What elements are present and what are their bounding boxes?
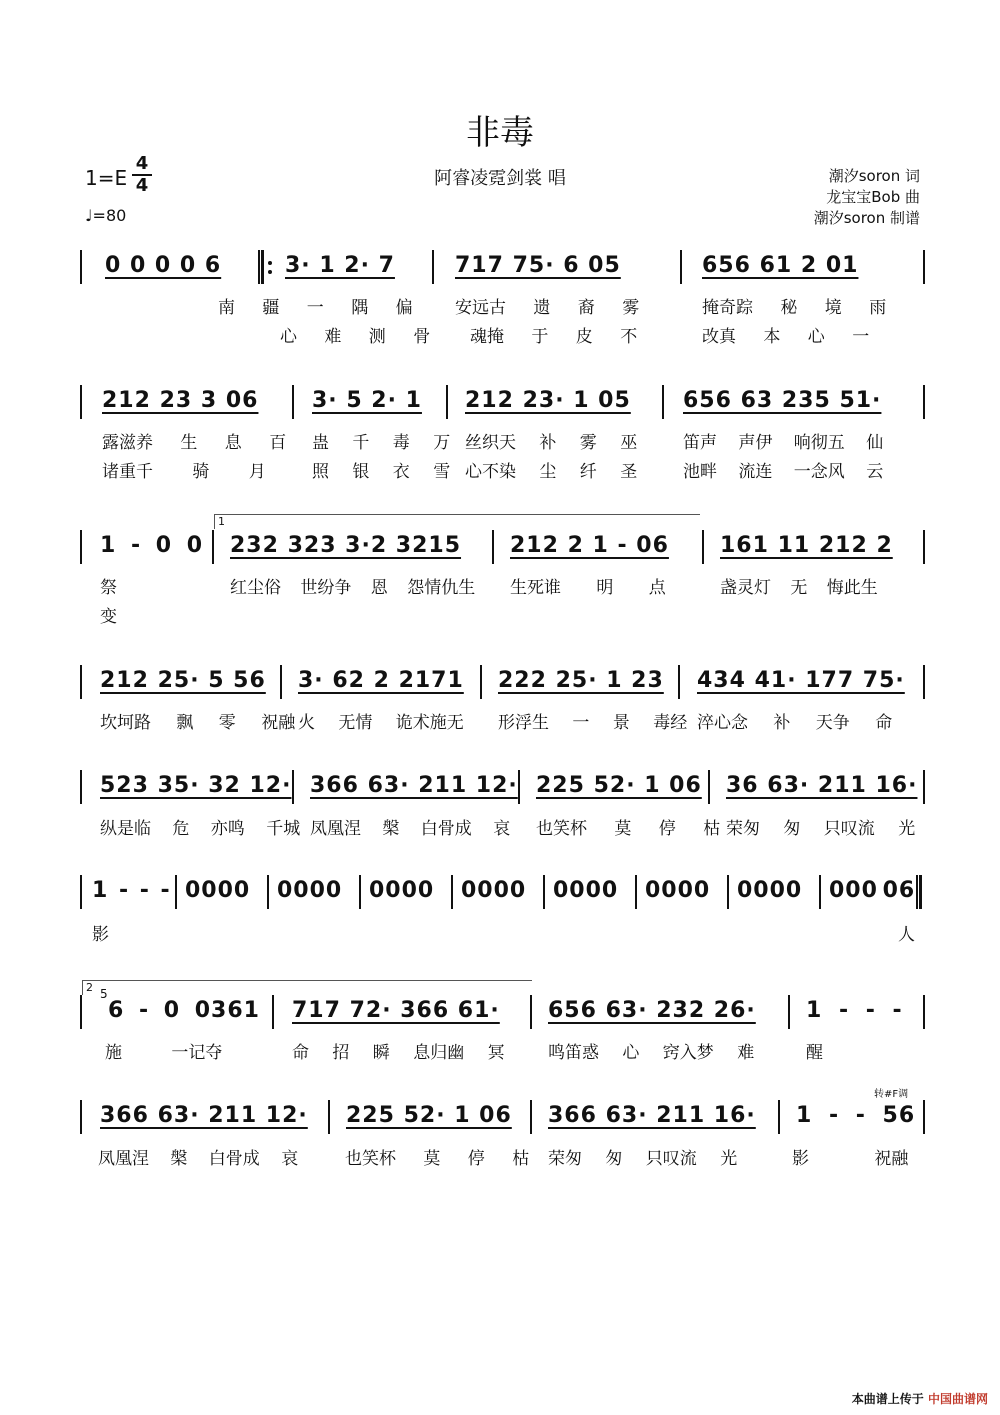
barline <box>292 770 294 804</box>
modulation-marking: 转#F调 <box>874 1089 909 1100</box>
lyric: 醒 <box>806 1043 823 1063</box>
page-title: 非毒 <box>466 113 534 153</box>
lyric: 人 <box>898 925 915 945</box>
barline <box>635 875 637 909</box>
lyrics-line <box>80 814 925 838</box>
measure: 1 - - - <box>806 998 903 1023</box>
lyric: 祭 <box>100 578 117 598</box>
measure: 161 11 212 2 <box>720 533 893 558</box>
lyric: 鸣笛惑 心 窍入梦 难 <box>548 1043 755 1063</box>
measure: 36 63· 211 16· <box>726 773 918 798</box>
barline <box>80 1100 82 1134</box>
staff-system-8 <box>80 1100 925 1134</box>
measure: 225 52· 1 06 <box>536 773 702 798</box>
barline <box>923 995 925 1029</box>
barline <box>80 530 82 564</box>
barline <box>518 770 520 804</box>
lyrics-line-2 <box>80 322 925 346</box>
barline <box>446 385 448 419</box>
lyric: 魂掩 于 皮 不 <box>470 327 638 347</box>
measure: 0000 <box>369 878 435 903</box>
measure: 232 323 3·2 3215 <box>230 533 462 558</box>
lyric: 变 <box>100 607 117 627</box>
barline <box>267 875 269 909</box>
barline <box>923 1100 925 1134</box>
barline <box>708 770 710 804</box>
measure: 0000 <box>185 878 251 903</box>
measure: 212 23· 1 05 <box>465 388 631 413</box>
staff-system-7 <box>80 987 925 1029</box>
arranger-credit: 潮汐soron 制谱 <box>813 209 920 227</box>
lyric: 南 疆 一 隅 偏 <box>218 298 413 318</box>
barline <box>80 770 82 804</box>
lyrics-line-2 <box>80 602 925 626</box>
staff-system-1 <box>80 250 925 284</box>
measure: 0000 <box>645 878 711 903</box>
barline <box>280 665 282 699</box>
barline <box>272 995 274 1029</box>
barline <box>819 875 821 909</box>
measure: 1 - - 56 <box>796 1103 916 1128</box>
footer-prefix: 本曲谱上传于 <box>851 1392 924 1406</box>
lyric: 荣匆 匆 只叹流 光 <box>548 1149 738 1169</box>
barline <box>480 665 482 699</box>
tempo-marking: ♩=80 <box>85 206 127 225</box>
measure: 717 72· 366 61· <box>292 998 500 1023</box>
barline <box>662 385 664 419</box>
lyric: 丝织天 补 雾 巫 <box>465 433 638 453</box>
measure: 3· 62 2 2171 <box>298 668 464 693</box>
lyrics-line <box>80 573 925 597</box>
measure: 0000 <box>461 878 527 903</box>
barline <box>778 1100 780 1134</box>
repeat-start-barline <box>258 250 266 284</box>
measure: 656 61 2 01 <box>702 253 859 278</box>
barline <box>923 665 925 699</box>
measure: 212 25· 5 56 <box>100 668 266 693</box>
lyric: 笛声 声伊 响彻五 仙 <box>683 433 884 453</box>
time-signature-bottom: 4 <box>135 175 149 196</box>
lyric: 凤凰涅 槃 白骨成 哀 <box>310 819 511 839</box>
measure: 523 35· 32 12· <box>100 773 292 798</box>
barline <box>80 995 82 1029</box>
lyric: 露滋养 生 息 百 <box>102 433 287 453</box>
barline <box>451 875 453 909</box>
lyric: 淬心念 补 天争 命 <box>697 713 893 733</box>
barline <box>80 385 82 419</box>
lyric: 心不染 尘 纤 圣 <box>465 462 638 482</box>
lyric: 形浮生 一 景 毒经 <box>498 713 688 733</box>
measure: 000 06 <box>829 878 916 903</box>
barline <box>923 250 925 284</box>
lyric: 诸重千 骑 月 <box>102 462 266 482</box>
lyric: 生死谁 明 点 <box>510 578 666 598</box>
key-signature: 1=E <box>85 166 128 190</box>
measure: 0000 <box>737 878 803 903</box>
lyric: 施 一记夺 <box>105 1043 223 1063</box>
staff-system-6 <box>80 875 925 909</box>
singer-credit: 阿睿凌霓剑裳 唱 <box>434 168 566 189</box>
barline <box>788 995 790 1029</box>
lyrics-line <box>80 293 925 317</box>
grace-note: 5 <box>100 987 108 1001</box>
lyrics-line <box>80 920 925 944</box>
measure: 0 0 0 0 6 <box>105 253 222 278</box>
lyric: 安远古 遗 裔 雾 <box>455 298 640 318</box>
lyric: 池畔 流连 一念风 云 <box>683 462 884 482</box>
lyric: 红尘俗 世纷争 恩 怨情仇生 <box>230 578 476 598</box>
lyric: 照 银 衣 雪 <box>312 462 451 482</box>
lyric: 也笑杯 莫 停 枯 <box>345 1149 530 1169</box>
site-logo[interactable]: 中国曲谱网 <box>927 1392 988 1406</box>
composer-credit: 龙宝宝Bob 曲 <box>826 188 920 206</box>
credits <box>814 166 920 229</box>
barline <box>727 875 729 909</box>
lyric: 改真 本 心 一 <box>702 327 870 347</box>
measure: 1 - - - <box>92 878 171 903</box>
repeat-end-barline <box>916 875 924 909</box>
measure: 222 25· 1 23 <box>498 668 664 693</box>
measure: 0000 <box>553 878 619 903</box>
barline <box>923 385 925 419</box>
lyrics-line <box>80 428 925 452</box>
lyric: 坎坷路 飘 零 祝融 <box>100 713 296 733</box>
staff-system-5 <box>80 770 925 804</box>
lyric: 荣匆 匆 只叹流 光 <box>726 819 916 839</box>
measure: 0000 <box>277 878 343 903</box>
measure: 3· 5 2· 1 <box>312 388 422 413</box>
barline <box>923 530 925 564</box>
barline <box>80 250 82 284</box>
lyric: 火 无情 诡术施无 <box>298 713 464 733</box>
measure: 656 63 235 51· <box>683 388 882 413</box>
lyrics-line <box>80 1038 925 1062</box>
measure: 6 - 0 0361 <box>108 998 260 1023</box>
staff-system-3 <box>80 530 925 564</box>
barline <box>923 770 925 804</box>
measure: 717 75· 6 05 <box>455 253 621 278</box>
barline <box>212 530 214 564</box>
measure: 656 63· 232 26· <box>548 998 756 1023</box>
measure: 212 23 3 06 <box>102 388 259 413</box>
barline <box>432 250 434 284</box>
staff-system-2 <box>80 385 925 419</box>
lyric: 心 难 测 骨 <box>280 327 431 347</box>
measure: 434 41· 177 75· <box>697 668 905 693</box>
barline <box>292 385 294 419</box>
barline <box>530 995 532 1029</box>
lyric: 凤凰涅 槃 白骨成 哀 <box>98 1149 299 1169</box>
lyric: 影 <box>92 925 109 945</box>
staff-system-4 <box>80 665 925 699</box>
measure: 225 52· 1 06 <box>346 1103 512 1128</box>
lyric: 命 招 瞬 息归幽 冥 <box>292 1043 505 1063</box>
lyrics-line-2 <box>80 457 925 481</box>
barline <box>680 250 682 284</box>
lyric: 也笑杯 莫 停 枯 <box>536 819 721 839</box>
time-signature-top: 4 <box>132 154 152 176</box>
barline <box>492 530 494 564</box>
barline <box>80 875 82 909</box>
measure: 3· 1 2· 7 <box>285 253 395 278</box>
measure: 366 63· 211 12· <box>310 773 518 798</box>
lyric: 纵是临 危 亦鸣 千城 <box>100 819 301 839</box>
measure: 366 63· 211 16· <box>548 1103 756 1128</box>
lyric: 影 祝融 <box>792 1149 909 1169</box>
measure: 212 2 1 - 06 <box>510 533 669 558</box>
lyricist-credit: 潮汐soron 词 <box>828 167 920 185</box>
lyric: 盏灵灯 无 悔此生 <box>720 578 878 598</box>
lyric: 蛊 千 毒 万 <box>312 433 451 453</box>
lyrics-line <box>80 1144 925 1168</box>
measure: 366 63· 211 12· <box>100 1103 308 1128</box>
barline <box>543 875 545 909</box>
barline <box>80 665 82 699</box>
footer-attribution <box>852 1390 988 1407</box>
barline <box>175 875 177 909</box>
lyrics-line <box>80 708 925 732</box>
barline <box>359 875 361 909</box>
barline <box>702 530 704 564</box>
barline <box>678 665 680 699</box>
measure: 1 - 0 0 <box>100 533 204 558</box>
barline <box>328 1100 330 1134</box>
barline <box>530 1100 532 1134</box>
lyric: 掩奇踪 秘 境 雨 <box>702 298 887 318</box>
